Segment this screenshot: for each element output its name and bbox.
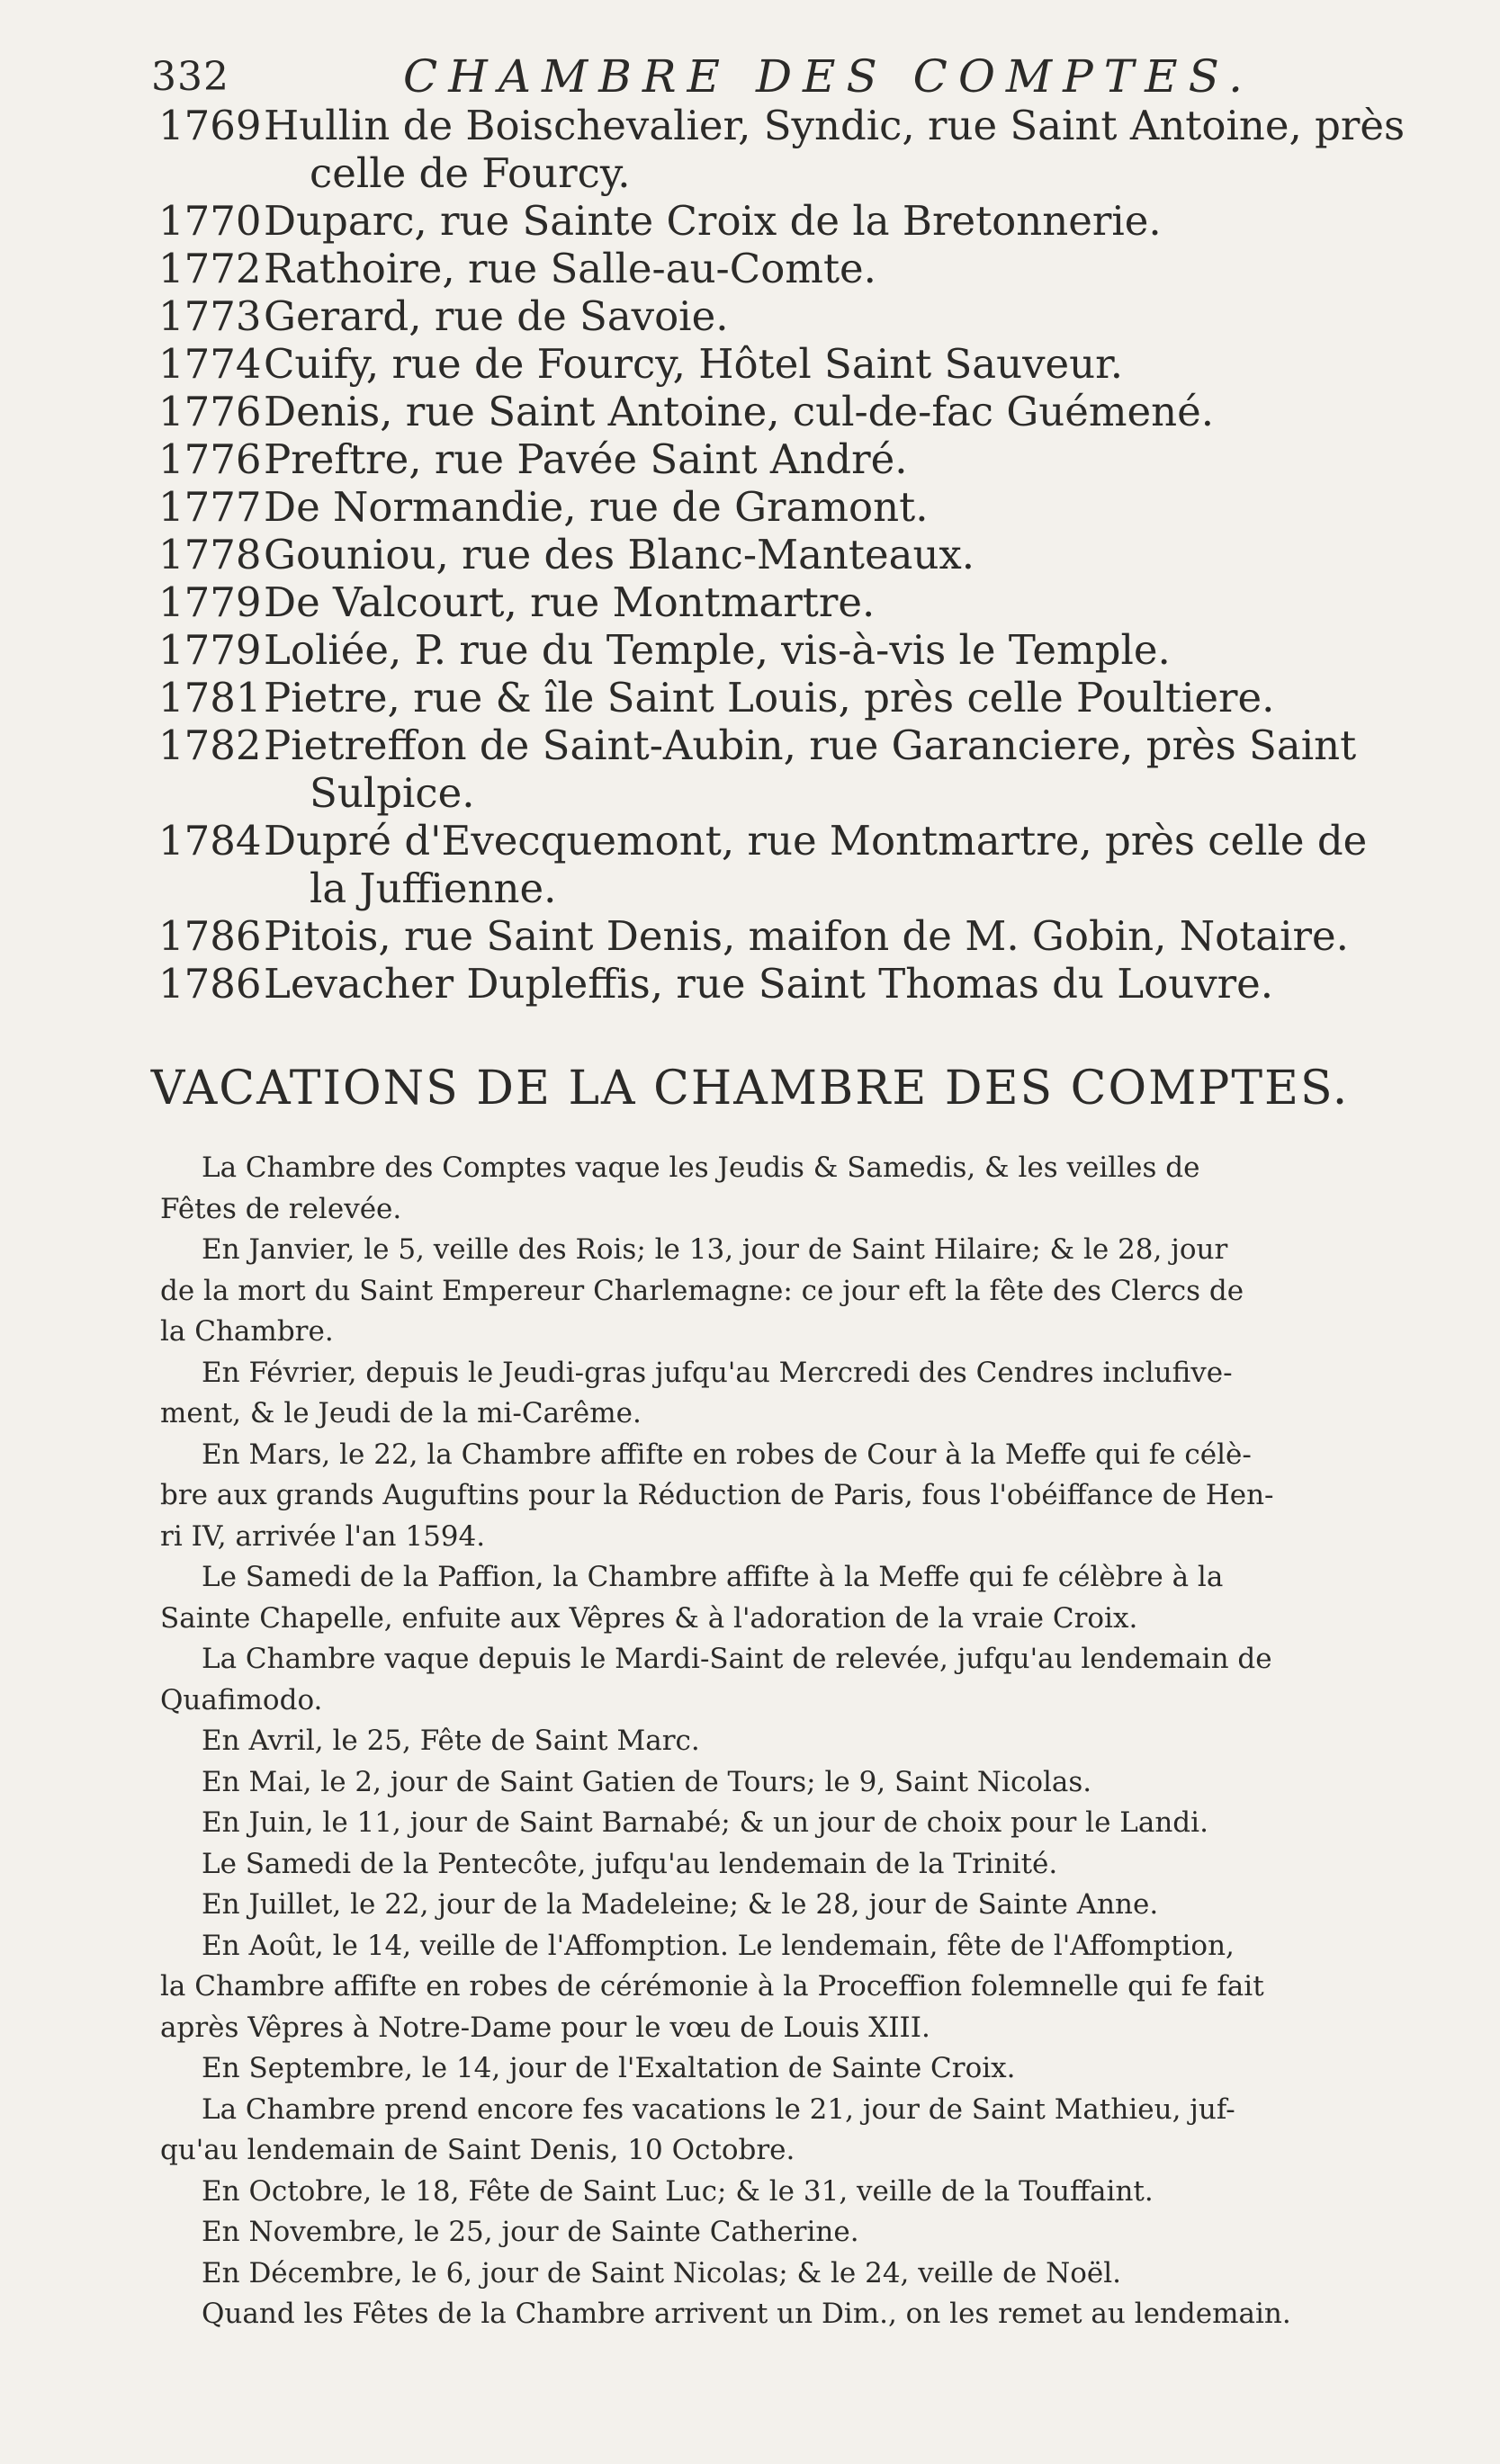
register-entry <box>158 912 1463 960</box>
paragraph-line: ment, & le Jeudi de la mi-Carême. <box>160 1397 642 1429</box>
paragraph-line: La Chambre des Comptes vaque les Jeudis & Samedis, & les veilles de <box>202 1151 1200 1184</box>
paragraph-line: En Février, depuis le Jeudi-gras jufqu'au Mercredi des Cendres inclufive- <box>202 1356 1233 1389</box>
vacation-paragraph <box>160 2212 1449 2253</box>
entry-year: 1772 <box>158 245 262 292</box>
register-entry <box>158 292 1463 340</box>
paragraph-line: Quafimodo. <box>160 1683 323 1716</box>
paragraph-line: Quand les Fêtes de la Chambre arrivent un Dim., on les remet au lendemain. <box>202 2298 1291 2330</box>
entry-year: 1778 <box>158 531 262 578</box>
paragraph-line: En Octobre, le 18, Fête de Saint Luc; & le 31, veille de la Touffaint. <box>202 2174 1154 2208</box>
vacation-paragraph <box>160 2090 1449 2172</box>
paragraph-line: Le Samedi de la Pentecôte, jufqu'au lendemain de la Trinité. <box>202 1847 1058 1880</box>
vacation-paragraph <box>160 2172 1449 2213</box>
entry-text: Pietre, rue & île Saint Louis, près celle Poultiere. <box>264 674 1275 721</box>
vacation-paragraph <box>160 1844 1449 1886</box>
vacation-paragraph <box>160 1762 1449 1804</box>
register-entry <box>158 817 1463 912</box>
vacation-paragraph <box>160 1230 1449 1353</box>
paragraph-line: En Août, le 14, veille de l'Affomption. Le lendemain, fête de l'Affomption, <box>202 1929 1235 1962</box>
vacation-paragraph <box>160 1803 1449 1844</box>
paragraph-line: En Mars, le 22, la Chambre affifte en robes de Cour à la Meffe qui fe célè- <box>202 1438 1252 1471</box>
vacation-paragraph <box>160 1721 1449 1762</box>
vacation-paragraph <box>160 2253 1449 2295</box>
register-entry <box>158 960 1463 1008</box>
entry-year: 1779 <box>158 626 262 674</box>
vacation-paragraph <box>160 1639 1449 1721</box>
entry-text: Pietreffon de Saint-Aubin, rue Garanciere, près Saint <box>264 721 1357 769</box>
paragraph-line: après Vêpres à Notre-Dame pour le vœu de Louis XIII. <box>160 2011 930 2044</box>
register-entry <box>158 102 1463 197</box>
register-entry <box>158 197 1463 245</box>
paragraph-line: de la mort du Saint Empereur Charlemagne: ce jour eft la fête des Clercs de <box>160 1274 1244 1307</box>
entry-year: 1786 <box>158 960 262 1008</box>
paragraph-line: Sainte Chapelle, enfuite aux Vêpres & à l'adoration de la vraie Croix. <box>160 1601 1138 1635</box>
entry-continuation: la Juffienne. <box>310 865 557 912</box>
entry-text: De Valcourt, rue Montmartre. <box>264 578 876 626</box>
entry-year: 1774 <box>158 340 262 388</box>
paragraph-line: En Décembre, le 6, jour de Saint Nicolas; & le 24, veille de Noël. <box>202 2256 1122 2289</box>
entry-text: Loliée, P. rue du Temple, vis-à-vis le Temple. <box>264 626 1171 674</box>
register-entry <box>158 531 1463 578</box>
page-number: 332 <box>151 54 229 100</box>
vacation-paragraph <box>160 1557 1449 1639</box>
register-entry <box>158 483 1463 531</box>
entry-year: 1781 <box>158 674 262 721</box>
entry-year: 1784 <box>158 817 262 865</box>
entry-text: Gerard, rue de Savoie. <box>264 292 729 340</box>
vacation-paragraph <box>160 1435 1449 1558</box>
register-entry <box>158 674 1463 721</box>
register-list <box>158 102 1463 1008</box>
paragraph-line: En Juillet, le 22, jour de la Madeleine; & le 28, jour de Sainte Anne. <box>202 1888 1159 1921</box>
entry-year: 1779 <box>158 578 262 626</box>
paragraph-line: la Chambre affifte en robes de cérémonie à la Proceffion folemnelle qui fe fait <box>160 1970 1264 2003</box>
vacations-text <box>160 1148 1449 2335</box>
entry-continuation: celle de Fourcy. <box>310 149 631 197</box>
register-entry <box>158 626 1463 674</box>
entry-text: Hullin de Boischevalier, Syndic, rue Saint Antoine, près <box>264 102 1406 149</box>
paragraph-line: En Juin, le 11, jour de Saint Barnabé; & un jour de choix pour le Landi. <box>202 1806 1208 1839</box>
entry-text: Preftre, rue Pavée Saint André. <box>264 435 908 483</box>
page-header <box>151 45 1447 108</box>
paragraph-line: ri IV, arrivée l'an 1594. <box>160 1519 486 1553</box>
vacation-paragraph <box>160 2048 1449 2090</box>
entry-text: Rathoire, rue Salle-au-Comte. <box>264 245 876 292</box>
entry-year: 1773 <box>158 292 262 340</box>
paragraph-line: Fêtes de relevée. <box>160 1192 402 1225</box>
entry-text: Cuify, rue de Fourcy, Hôtel Saint Sauveur. <box>264 340 1123 388</box>
vacation-paragraph <box>160 1926 1449 2049</box>
register-entry <box>158 578 1463 626</box>
section-title: VACATIONS DE LA CHAMBRE DES COMPTES. <box>150 1062 1350 1116</box>
entry-year: 1770 <box>158 197 262 245</box>
entry-year: 1782 <box>158 721 262 769</box>
paragraph-line: bre aux grands Auguftins pour la Réduction de Paris, fous l'obéiffance de Hen- <box>160 1479 1274 1511</box>
paragraph-line: Le Samedi de la Paffion, la Chambre affifte à la Meffe qui fe célèbre à la <box>202 1561 1224 1593</box>
entry-text: Levacher Dupleffis, rue Saint Thomas du Louvre. <box>264 960 1274 1008</box>
entry-year: 1786 <box>158 912 262 960</box>
vacation-paragraph <box>160 2294 1449 2335</box>
entry-text: Denis, rue Saint Antoine, cul-de-fac Guémené. <box>264 388 1215 435</box>
paragraph-line: En Novembre, le 25, jour de Sainte Catherine. <box>202 2216 859 2248</box>
paragraph-line: En Avril, le 25, Fête de Saint Marc. <box>202 1725 700 1757</box>
paragraph-line: qu'au lendemain de Saint Denis, 10 Octobre. <box>160 2134 795 2166</box>
entry-year: 1776 <box>158 388 262 435</box>
register-entry <box>158 388 1463 435</box>
paragraph-line: la Chambre. <box>160 1315 334 1348</box>
entry-year: 1769 <box>158 102 262 149</box>
entry-continuation: Sulpice. <box>310 769 475 817</box>
vacation-paragraph <box>160 1885 1449 1926</box>
register-entry <box>158 340 1463 388</box>
paragraph-line: En Janvier, le 5, veille des Rois; le 13, jour de Saint Hilaire; & le 28, jour <box>202 1233 1228 1266</box>
register-entry <box>158 435 1463 483</box>
entry-year: 1777 <box>158 483 262 531</box>
register-entry <box>158 245 1463 292</box>
paragraph-line: En Septembre, le 14, jour de l'Exaltation de Sainte Croix. <box>202 2052 1016 2084</box>
entry-text: Gouniou, rue des Blanc-Manteaux. <box>264 531 975 578</box>
entry-text: Pitois, rue Saint Denis, maifon de M. Gobin, Notaire. <box>264 912 1349 960</box>
running-title: CHAMBRE DES COMPTES. <box>403 50 1253 103</box>
entry-text: Duparc, rue Sainte Croix de la Bretonnerie. <box>264 197 1162 245</box>
vacation-paragraph <box>160 1148 1449 1230</box>
entry-text: Dupré d'Evecquemont, rue Montmartre, près celle de <box>264 817 1368 865</box>
paragraph-line: La Chambre prend encore fes vacations le 21, jour de Saint Mathieu, juf- <box>202 2092 1235 2126</box>
entry-text: De Normandie, rue de Gramont. <box>264 483 929 531</box>
paragraph-line: En Mai, le 2, jour de Saint Gatien de Tours; le 9, Saint Nicolas. <box>202 1765 1092 1798</box>
register-entry <box>158 721 1463 817</box>
paragraph-line: La Chambre vaque depuis le Mardi-Saint de relevée, jufqu'au lendemain de <box>202 1643 1272 1675</box>
entry-year: 1776 <box>158 435 262 483</box>
vacation-paragraph <box>160 1353 1449 1435</box>
